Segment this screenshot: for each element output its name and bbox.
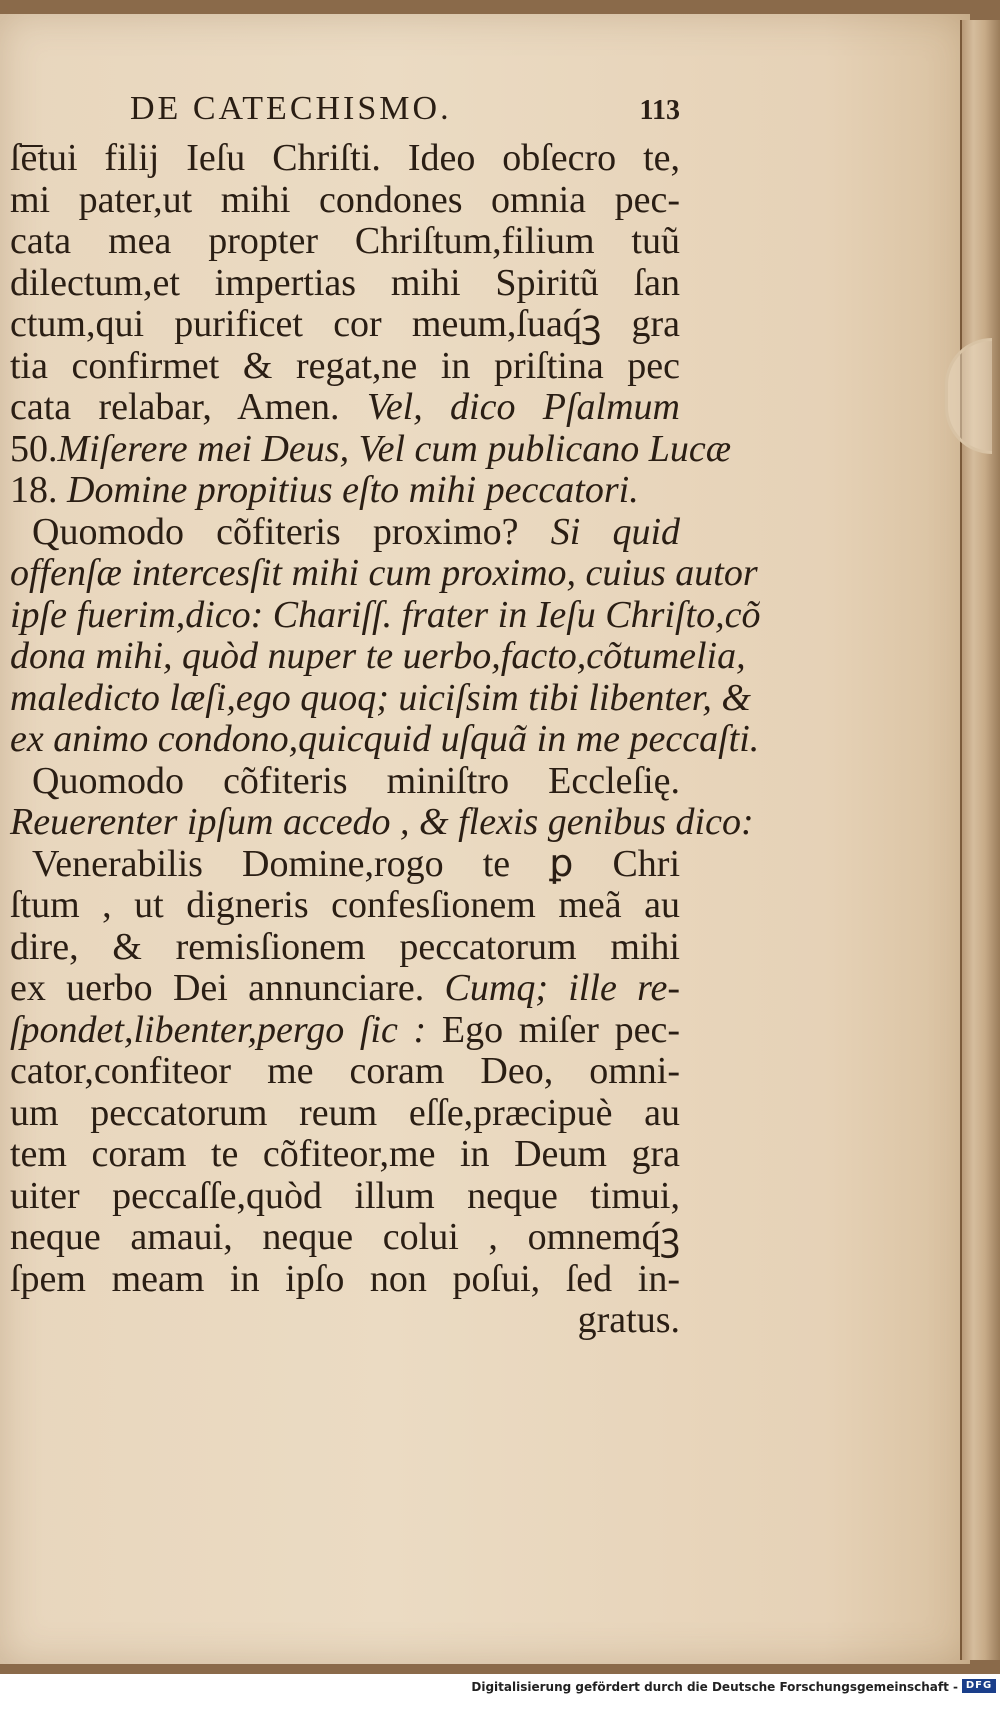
- italic-text-run: Domine propitius eſto mihi peccatori.: [67, 469, 639, 511]
- text-line: [10, 718, 760, 761]
- roman-text-run: cata mea propter Chriſtum,filium tuũ: [10, 220, 680, 262]
- text-line: [10, 761, 680, 803]
- text-line: [10, 1300, 680, 1342]
- roman-text-run: tia confirmet & regat,ne in priſtina pec: [10, 344, 680, 387]
- page-text-block: [10, 90, 761, 1342]
- roman-text-run: ſpem meam in ipſo non poſui, ſed in-: [10, 1257, 680, 1300]
- roman-text-run: dilectum,et impertias mihi Spiritũ ſan: [10, 261, 680, 304]
- text-line: [10, 138, 680, 180]
- page-stack-edge: [960, 20, 1000, 1660]
- text-line: [10, 512, 680, 554]
- text-line: [10, 801, 754, 844]
- roman-text-run: ex uerbo Dei annunciare.: [10, 967, 445, 1009]
- roman-text-run: 18.: [10, 469, 67, 511]
- italic-text-run: ex animo condono,quicquid uſquã in me peccaſti.: [10, 718, 760, 760]
- roman-text-run: Venerabilis Domine,rogo te ꝑ Chri: [32, 842, 680, 885]
- text-line: [10, 427, 732, 471]
- text-line: [10, 470, 680, 512]
- text-line: [10, 263, 680, 305]
- text-line: [10, 927, 680, 969]
- text-line: [10, 1051, 680, 1093]
- roman-text-run: cata relabar, Amen.: [10, 386, 367, 428]
- roman-text-run: 50.: [10, 427, 58, 470]
- roman-text-run: dire, & remisſionem peccatorum mihi: [10, 925, 680, 968]
- italic-text-run: ſpondet,libenter,pergo ſic :: [10, 1008, 442, 1051]
- roman-text-run: gratus.: [577, 1299, 680, 1341]
- text-line: [10, 304, 680, 346]
- text-line: [10, 1093, 680, 1135]
- text-line: [10, 968, 680, 1010]
- italic-text-run: offenſæ intercesſit mihi cum proximo, cuius autor: [10, 552, 758, 594]
- text-line: [10, 1010, 680, 1052]
- roman-text-run: Quomodo cõfiteris miniſtro Eccleſię.: [32, 759, 680, 802]
- text-line: [10, 387, 680, 429]
- text-line: [10, 180, 680, 222]
- italic-text-run: Reuerenter ipſum accedo , & flexis genibus dico:: [10, 801, 754, 843]
- text-line: [10, 221, 680, 263]
- roman-text-run: tem coram te cõfiteor,me in Deum gra: [10, 1133, 680, 1175]
- page-number: 113: [639, 95, 680, 126]
- text-line: [10, 1217, 680, 1259]
- text-line: [10, 885, 680, 927]
- italic-text-run: dona mihi, quòd nuper te uerbo,facto,cõtumelia,: [10, 635, 746, 677]
- running-head-title: DE CATECHISMO.: [130, 90, 452, 127]
- roman-text-run: uiter peccaſſe,quòd illum neque timui,: [10, 1174, 680, 1217]
- roman-text-run: mi pater,ut mihi condones omnia pec-: [10, 178, 680, 221]
- italic-text-run: maledicto læſi,ego quoq; uiciſsim tibi libenter, &: [10, 676, 751, 719]
- roman-text-run: cator,confiteor me coram Deo, omni-: [10, 1050, 680, 1092]
- digitization-credit: Digitalisierung gefördert durch die Deutsche Forschungsgemeinschaft -: [471, 1680, 958, 1694]
- roman-text-run: ſ͞etui filij Ieſu Chriſti. Ideo obſecro te,: [10, 137, 680, 179]
- running-head: [10, 90, 680, 136]
- text-line: [10, 1176, 680, 1218]
- italic-text-run: Miſerere mei Deus, Vel cum publicano Lucæ: [57, 427, 732, 470]
- roman-text-run: Quomodo cõfiteris proximo?: [32, 510, 551, 553]
- text-line: [10, 635, 746, 678]
- roman-text-run: ſtum , ut digneris confesſionem meã au: [10, 884, 680, 926]
- text-line: [10, 346, 680, 388]
- roman-text-run: neque amaui, neque colui , omnemq́ꝫ: [10, 1216, 680, 1258]
- text-line: [10, 552, 758, 595]
- roman-text-run: Ego miſer pec-: [441, 1008, 680, 1051]
- italic-text-run: Vel, dico Pſalmum: [366, 386, 680, 428]
- body-text: [10, 137, 761, 1342]
- text-line: [10, 593, 761, 637]
- roman-text-run: ctum,qui purificet cor meum,ſuaq́ꝫ gra: [10, 303, 680, 345]
- text-line: [10, 844, 680, 886]
- dfg-logo: DFG: [962, 1679, 996, 1693]
- italic-text-run: Si quid: [550, 510, 681, 553]
- text-line: [10, 676, 751, 720]
- text-line: [10, 1259, 680, 1301]
- roman-text-run: um peccatorum reum eſſe,præcipuè au: [10, 1091, 680, 1134]
- italic-text-run: Cumq; ille re-: [444, 967, 680, 1009]
- text-line: [10, 1134, 680, 1176]
- italic-text-run: ipſe fuerim,dico: Chariſſ. frater in Ieſu Chriſto,cõ: [10, 593, 761, 636]
